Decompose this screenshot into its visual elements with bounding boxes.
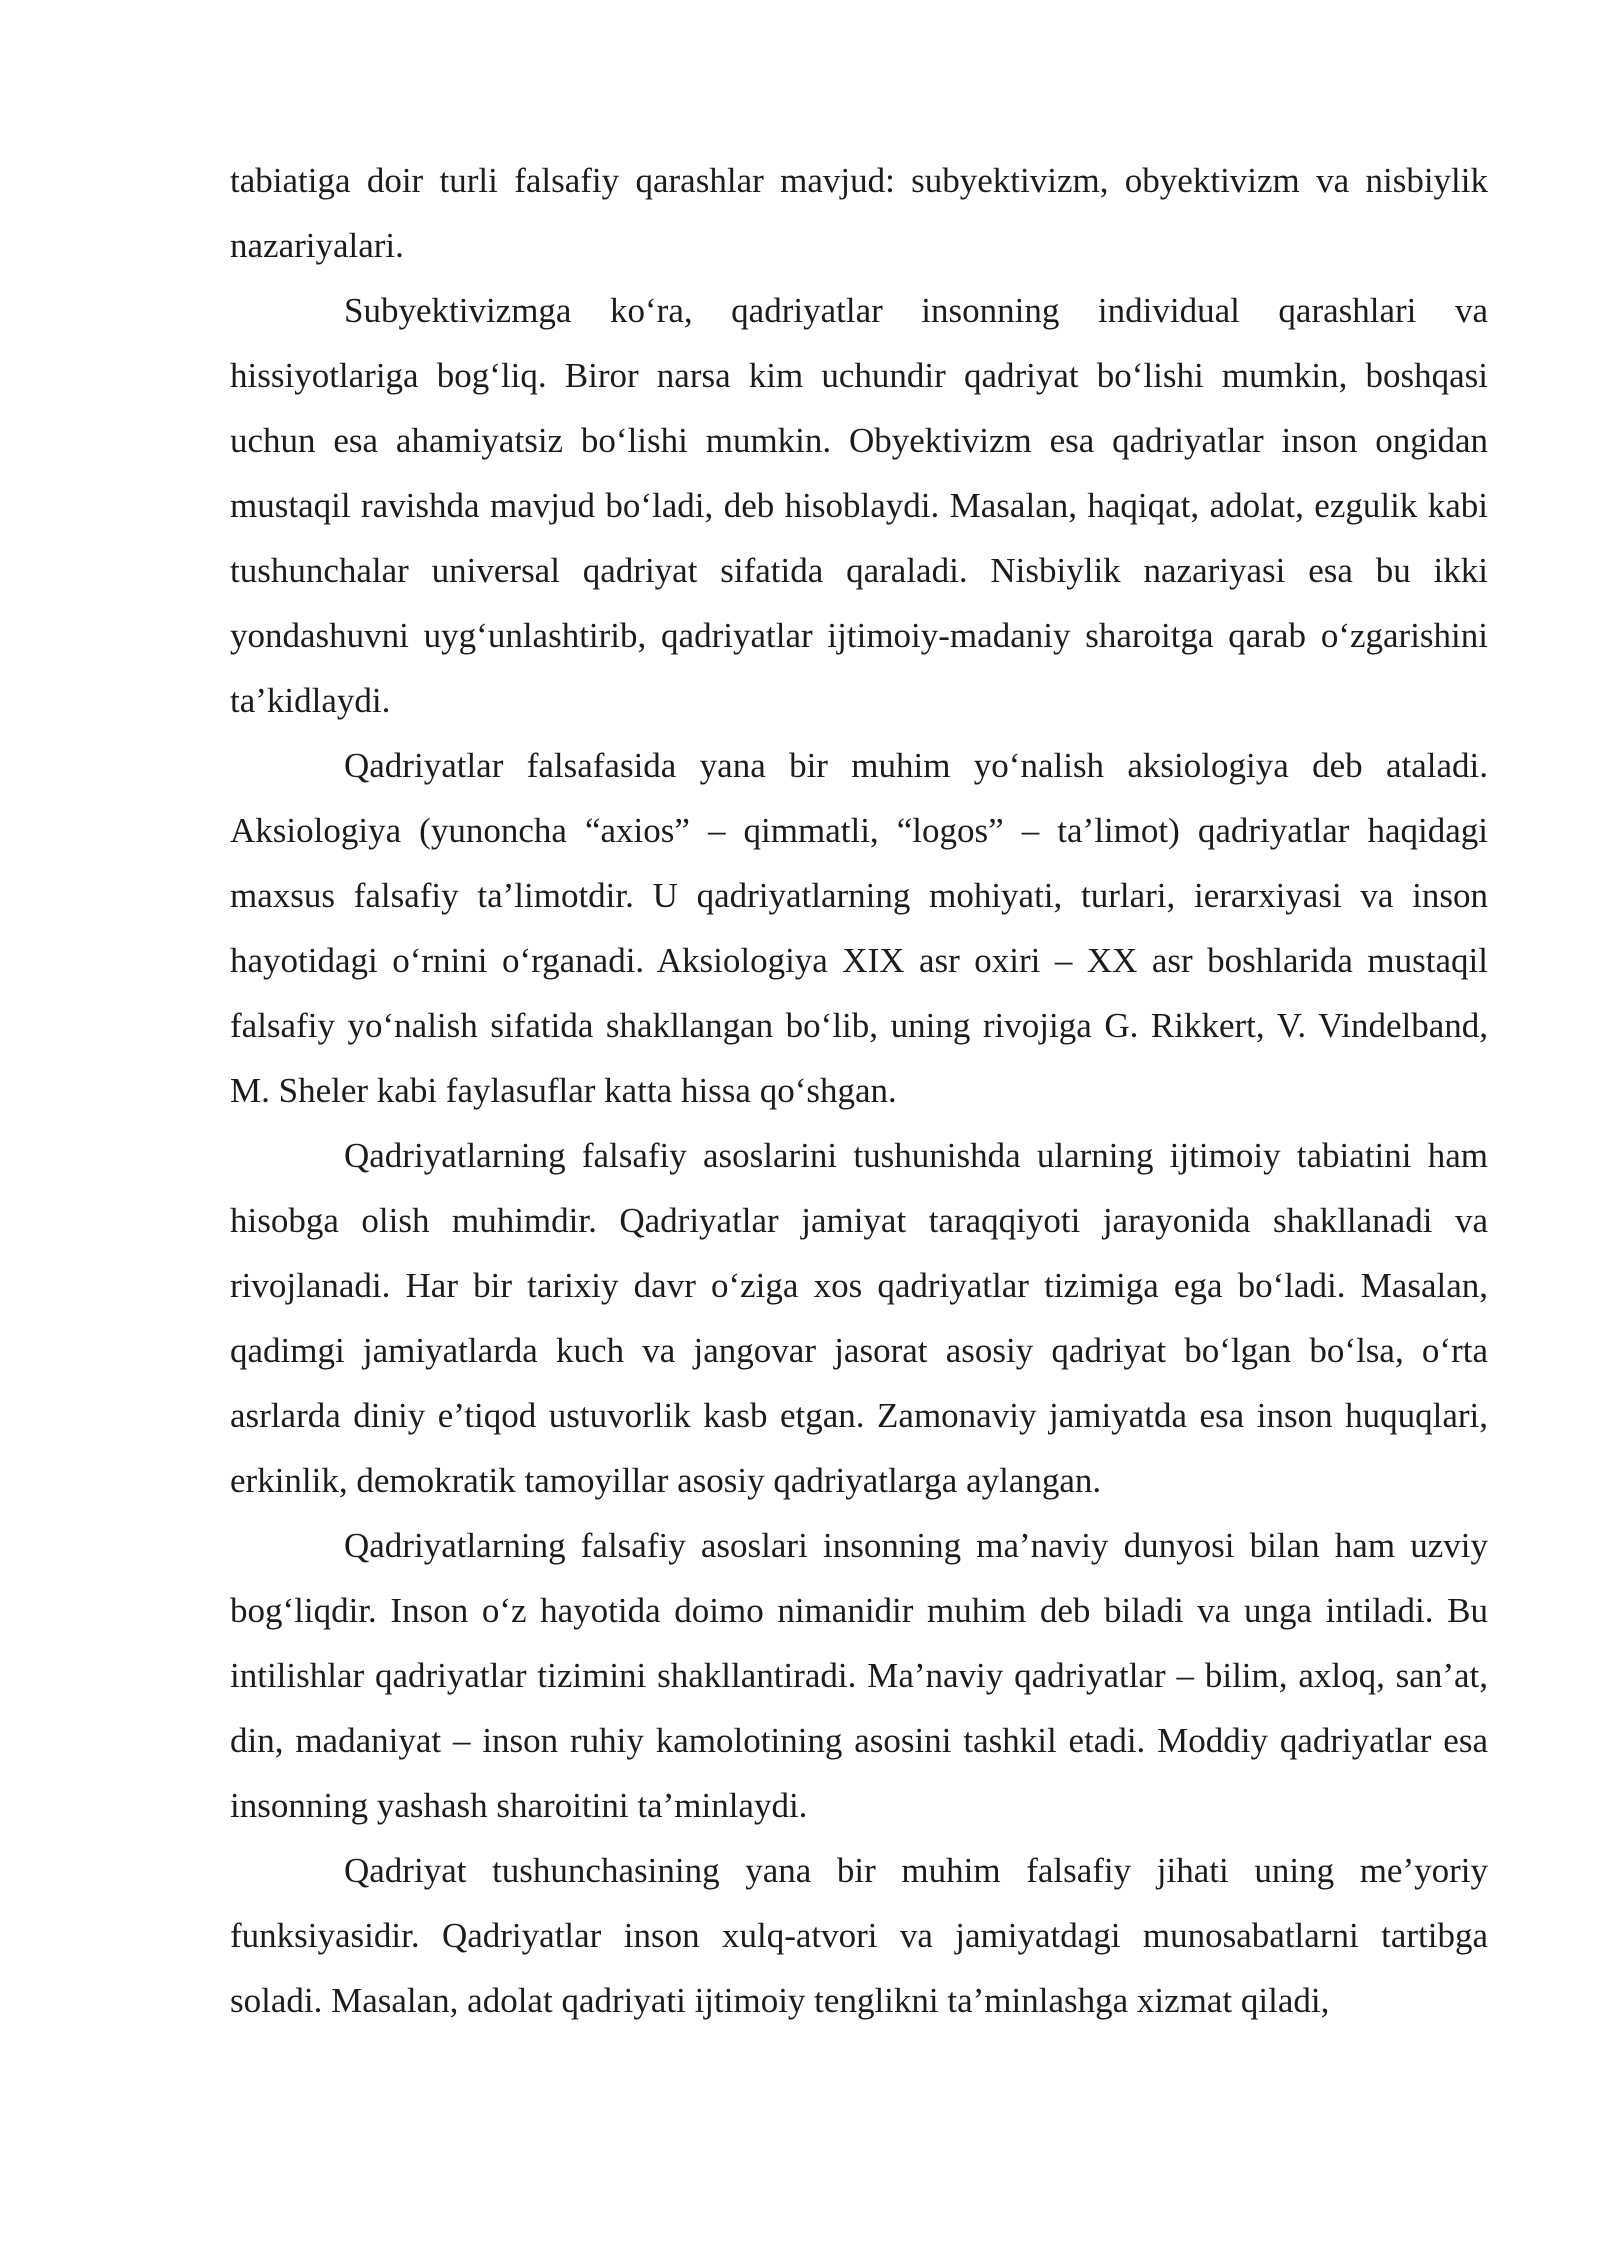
paragraph-axiology: Qadriyatlar falsafasida yana bir muhim yo‘nalish aksiologiya deb ataladi. Aksiologiya (yunoncha “axios” – qimmatli, “logos” – ta’limot) qadriyatlar haqidagi maxsus falsafiy ta’limotdir. U qadriyatlarning mohiyati, turlari, ierarxiyasi va inson hayotidagi o‘rnini o‘rganadi. Aksiologiya XIX asr oxiri – XX asr boshlarida mustaqil falsafiy yo‘nalish sifatida shakllangan bo‘lib, uning rivojiga G. Rikkert, V. Vindelband, M. Sheler kabi faylasuflar katta hissa qo‘shgan. xyxy=(230,746,1488,1110)
paragraph-spiritual-world: Qadriyatlarning falsafiy asoslari insonning ma’naviy dunyosi bilan ham uzviy bog‘liqdir. Inson o‘z hayotida doimo nimanidir muhim deb biladi va unga intiladi. Bu intilishlar qadriyatlar tizimini shakllantiradi. Ma’naviy qadriyatlar – bilim, axloq, san’at, din, madaniyat – inson ruhiy kamolotining asosini tashkil etadi. Moddiy qadriyatlar esa insonning yashash sharoitini ta’minlaydi. xyxy=(230,1526,1488,1825)
paragraph-subjectivism: Subyektivizmga ko‘ra, qadriyatlar insonning individual qarashlari va hissiyotlariga bog‘liq. Biror narsa kim uchundir qadriyat bo‘lishi mumkin, boshqasi uchun esa ahamiyatsiz bo‘lishi mumkin. Obyektivizm esa qadriyatlar inson ongidan mustaqil ravishda mavjud bo‘ladi, deb hisoblaydi. Masalan, haqiqat, adolat, ezgulik kabi tushunchalar universal qadriyat sifatida qaraladi. Nisbiylik nazariyasi esa bu ikki yondashuvni uyg‘unlashtirib, qadriyatlar ijtimoiy-madaniy sharoitga qarab o‘zgarishini ta’kidlaydi. xyxy=(230,291,1488,720)
paragraph-normative-function: Qadriyat tushunchasining yana bir muhim falsafiy jihati uning me’yoriy funksiyasidir. Qadriyatlar inson xulq-atvori va jamiyatdagi munosabatlarni tartibga soladi. Masalan, adolat qadriyati ijtimoiy tenglikni ta’minlashga xizmat qiladi, xyxy=(230,1851,1488,2020)
paragraph-continuation: tabiatiga doir turli falsafiy qarashlar mavjud: subyektivizm, obyektivizm va nisbiylik nazariyalari. xyxy=(230,161,1488,265)
document-body xyxy=(230,148,1488,2033)
paragraph-social-nature: Qadriyatlarning falsafiy asoslarini tushunishda ularning ijtimoiy tabiatini ham hisobga olish muhimdir. Qadriyatlar jamiyat taraqqiyoti jarayonida shakllanadi va rivojlanadi. Har bir tarixiy davr o‘ziga xos qadriyatlar tizimiga ega bo‘ladi. Masalan, qadimgi jamiyatlarda kuch va jangovar jasorat asosiy qadriyat bo‘lgan bo‘lsa, o‘rta asrlarda diniy e’tiqod ustuvorlik kasb etgan. Zamonaviy jamiyatda esa inson huquqlari, erkinlik, demokratik tamoyillar asosiy qadriyatlarga aylangan. xyxy=(230,1136,1488,1500)
